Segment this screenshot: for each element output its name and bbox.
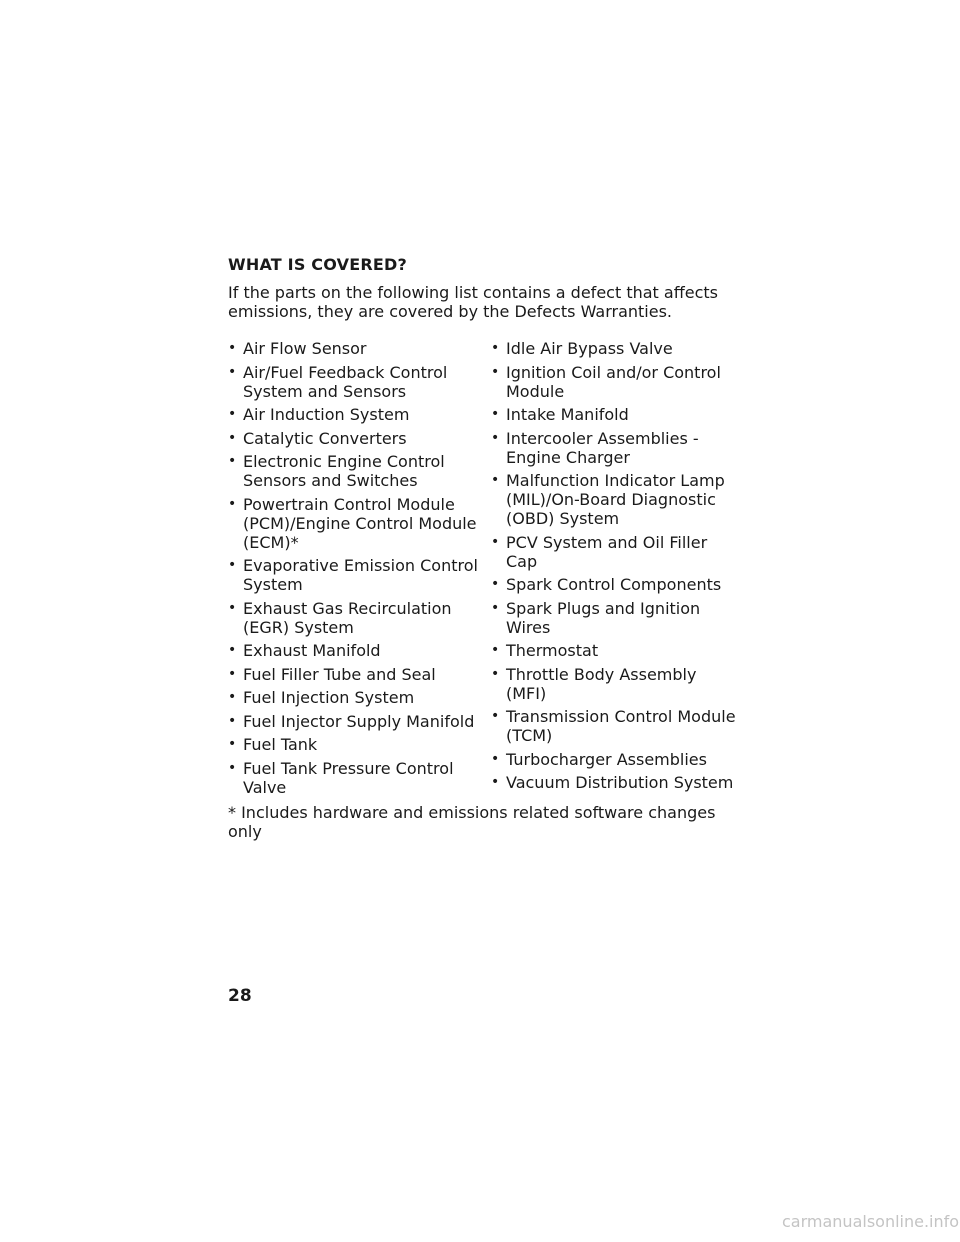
bullet-icon: • xyxy=(491,642,500,658)
list-item xyxy=(491,665,741,703)
list-item-label: Intake Manifold xyxy=(506,405,629,424)
list-item xyxy=(491,339,741,358)
list-item-label: Vacuum Distribution System xyxy=(506,773,734,792)
list-item xyxy=(491,429,741,467)
bullet-icon: • xyxy=(491,340,500,356)
list-item-label: Spark Plugs and Ignition Wires xyxy=(506,598,701,637)
list-item-label: Air Induction System xyxy=(243,405,410,424)
list-item xyxy=(228,556,478,594)
list-item-label: Electronic Engine Control Sensors and Switches xyxy=(243,452,445,490)
bullet-icon: • xyxy=(491,429,500,446)
list-item-label: Throttle Body Assembly (MFI) xyxy=(506,664,697,703)
list-item xyxy=(491,773,741,792)
bullet-icon: • xyxy=(228,429,237,446)
bullet-icon: • xyxy=(228,495,237,512)
list-item-label: Evaporative Emission Control System xyxy=(243,556,478,594)
list-item-label: Malfunction Indicator Lamp (MIL)/On-Board Diagnostic (OBD) System xyxy=(506,471,725,528)
list-item-label: Thermostat xyxy=(506,641,599,660)
bullet-icon: • xyxy=(228,759,237,776)
footnote: * Includes hardware and emissions related software changes only xyxy=(228,803,716,841)
list-item xyxy=(228,735,478,754)
list-item-label: Turbocharger Assemblies xyxy=(506,749,707,769)
bullet-icon: • xyxy=(228,665,237,682)
bullet-icon: • xyxy=(228,689,237,705)
section-heading: WHAT IS COVERED? xyxy=(228,255,407,274)
list-item xyxy=(228,712,478,731)
list-item xyxy=(491,363,741,401)
list-item xyxy=(228,429,478,448)
list-item xyxy=(228,688,478,707)
list-item xyxy=(228,665,478,684)
list-item-label: Spark Control Components xyxy=(506,575,722,594)
list-item-label: Air/Fuel Feedback Control System and Sensors xyxy=(243,362,448,401)
bullet-icon: • xyxy=(491,472,500,488)
list-item-label: Idle Air Bypass Valve xyxy=(506,339,673,358)
parts-list-right xyxy=(491,339,741,797)
bullet-icon: • xyxy=(228,736,237,752)
bullet-icon: • xyxy=(228,712,237,729)
page-number: 28 xyxy=(228,986,252,1006)
bullet-icon: • xyxy=(491,576,500,592)
list-item-label: Powertrain Control Module (PCM)/Engine Control Module (ECM)* xyxy=(243,494,477,552)
list-item-label: Fuel Injection System xyxy=(243,688,415,707)
list-item-label: Ignition Coil and/or Control Module xyxy=(506,362,721,401)
list-item xyxy=(228,452,478,490)
list-item-label: Transmission Control Module (TCM) xyxy=(506,707,736,745)
list-item-label: Fuel Injector Supply Manifold xyxy=(243,711,475,731)
bullet-icon: • xyxy=(491,406,500,422)
bullet-icon: • xyxy=(491,750,500,767)
list-item xyxy=(491,641,741,660)
list-item xyxy=(491,599,741,637)
list-item-label: Catalytic Converters xyxy=(243,428,407,448)
bullet-icon: • xyxy=(491,599,500,616)
list-item xyxy=(491,575,741,594)
bullet-icon: • xyxy=(491,363,500,380)
bullet-icon: • xyxy=(228,557,237,573)
list-item-label: Fuel Tank xyxy=(243,735,318,754)
list-item xyxy=(228,641,478,660)
list-item xyxy=(491,707,741,745)
watermark-link[interactable]: carmanualsonline.info xyxy=(782,1212,960,1231)
list-item-label: Exhaust Manifold xyxy=(243,641,381,660)
list-item-label: Fuel Tank Pressure Control Valve xyxy=(243,758,454,797)
list-item xyxy=(491,750,741,769)
list-item-label: Intercooler Assemblies - Engine Charger xyxy=(506,428,699,467)
intro-paragraph: If the parts on the following list contains a defect that affects emissions, they are covered by the Defects Warranties. xyxy=(228,283,718,321)
bullet-icon: • xyxy=(228,340,237,356)
bullet-icon: • xyxy=(228,642,237,658)
list-item xyxy=(228,495,478,552)
list-item-label: PCV System and Oil Filler Cap xyxy=(506,532,708,571)
parts-list-left xyxy=(228,339,478,801)
bullet-icon: • xyxy=(491,533,500,550)
bullet-icon: • xyxy=(228,599,237,616)
bullet-icon: • xyxy=(491,708,500,724)
bullet-icon: • xyxy=(228,406,237,422)
list-item xyxy=(228,405,478,424)
list-item xyxy=(228,759,478,797)
list-item xyxy=(228,339,478,358)
list-item xyxy=(491,533,741,571)
list-item-label: Air Flow Sensor xyxy=(243,339,367,358)
bullet-icon: • xyxy=(228,453,237,469)
list-item-label: Fuel Filler Tube and Seal xyxy=(243,664,436,684)
list-item xyxy=(228,599,478,637)
bullet-icon: • xyxy=(491,665,500,682)
list-item xyxy=(491,405,741,424)
list-item xyxy=(491,471,741,528)
bullet-icon: • xyxy=(491,774,500,790)
list-item xyxy=(228,363,478,401)
list-item-label: Exhaust Gas Recirculation (EGR) System xyxy=(243,598,452,637)
bullet-icon: • xyxy=(228,363,237,380)
